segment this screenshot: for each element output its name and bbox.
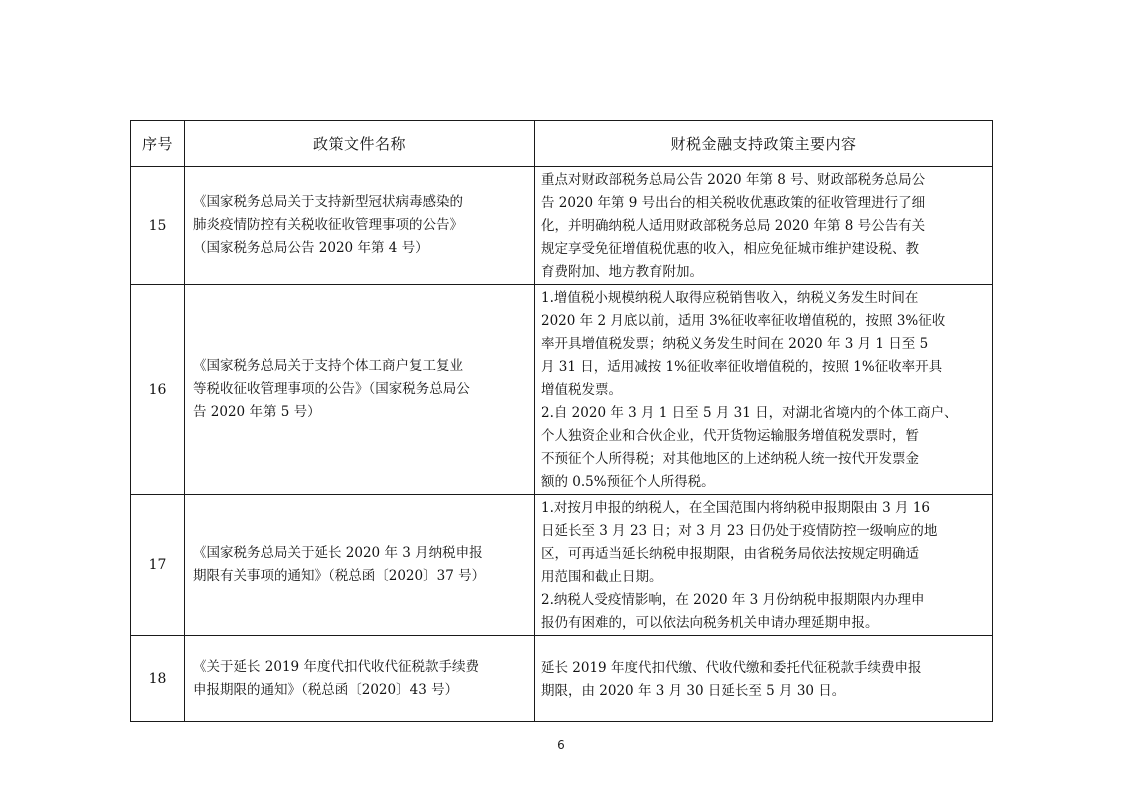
policy-content-cell: [535, 636, 993, 722]
policy-table: [130, 120, 993, 722]
policy-content-cell: [535, 285, 993, 495]
header-policy-content: 财税金融支持政策主要内容: [535, 121, 993, 167]
policy-name: 《国家税务总局关于支持新型冠状病毒感染的 肺炎疫情防控有关税收征收管理事项的公告》 （国家税务总局公告 2020 年第 4 号）: [193, 194, 463, 256]
row-number: 15: [131, 167, 185, 285]
policy-name: 《关于延长 2019 年度代扣代收代征税款手续费 申报期限的通知》（税总函〔2020〕43 号）: [193, 658, 479, 698]
policy-content: 重点对财政部税务总局公告 2020 年第 8 号、财政部税务总局公 告 2020 年第 9 号出台的相关税收优惠政策的征收管理进行了细 化，并明确纳税人适用财政部税务总局 2020 年第 8 号公告有关 规定享受免征增值税优惠的收入，相应免征城市维护建设税、教 育费附加、地方教育附加。: [541, 172, 926, 280]
row-number: 17: [131, 495, 185, 636]
policy-content-cell: [535, 167, 993, 285]
policy-name-cell: [185, 285, 535, 495]
policy-content: 1.增值税小规模纳税人取得应税销售收入，纳税义务发生时间在 2020 年 2 月底以前，适用 3%征收率征收增值税的，按照 3%征收 率开具增值税发票；纳税义务发生时间在 2020 年 3 月 1 日至 5 月 31 日，适用减按 1%征收率征收增值税的，按照 1%征收率开具 增值税发票。 2.自 2020 年 3 月 1 日至 5 月 31 日，对湖北省境内的个体工商户、 个人独资企业和合伙企业，代开货物运输服务增值税发票时，暂 不预征个人所得税；对其他地区的上述纳税人统一按代开发票金 额的 0.5%预征个人所得税。: [541, 290, 958, 490]
policy-name-cell: [185, 167, 535, 285]
table-row: [131, 495, 993, 636]
row-number: 16: [131, 285, 185, 495]
page-number: 6: [557, 738, 565, 752]
row-number: 18: [131, 636, 185, 722]
policy-content-cell: [535, 495, 993, 636]
policy-name: 《国家税务总局关于延长 2020 年 3 月纳税申报 期限有关事项的通知》（税总函〔2020〕37 号）: [193, 545, 486, 584]
table-row: [131, 285, 993, 495]
policy-name-cell: [185, 495, 535, 636]
policy-content: 1.对按月申报的纳税人，在全国范围内将纳税申报期限由 3 月 16 日延长至 3 月 23 日；对 3 月 23 日仍处于疫情防控一级响应的地 区，可再适当延长纳税申报期限，由省税务局依法按规定明确适 用范围和截止日期。 2.纳税人受疫情影响，在 2020 年 3 月份纳税申报期限内办理申 报仍有困难的，可以依法向税务机关申请办理延期申报。: [541, 500, 938, 631]
table-row: [131, 167, 993, 285]
table-row: [131, 636, 993, 722]
policy-name: 《国家税务总局关于支持个体工商户复工复业 等税收征收管理事项的公告》（国家税务总局公 告 2020 年第 5 号）: [193, 358, 470, 420]
header-row: [131, 121, 993, 167]
header-number: 序号: [131, 121, 185, 167]
header-policy-name: 政策文件名称: [185, 121, 535, 167]
policy-content: 延长 2019 年度代扣代缴、代收代缴和委托代征税款手续费申报 期限，由 2020 年 3 月 30 日延长至 5 月 30 日。: [541, 659, 922, 699]
policy-name-cell: [185, 636, 535, 722]
